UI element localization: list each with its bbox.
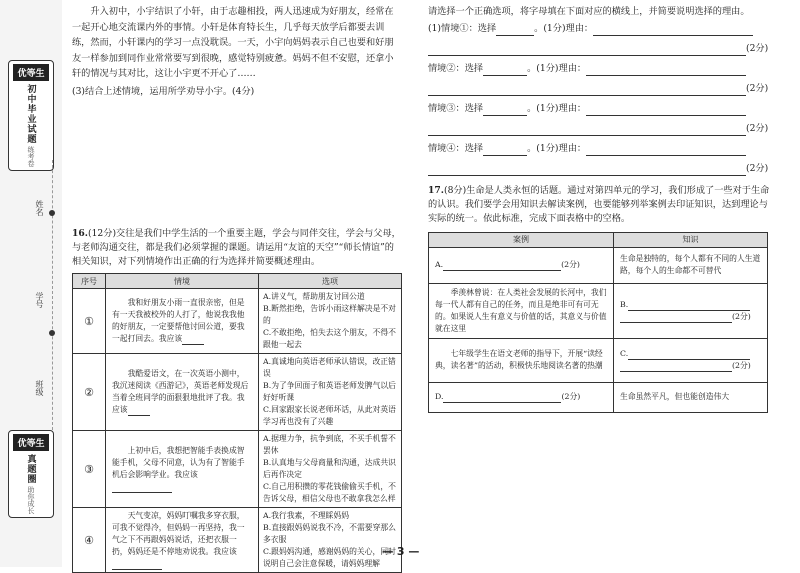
brand-series: 初中毕业试题 [25,84,36,144]
answer-blank[interactable] [128,415,150,416]
option-c: C.回家跟家长说老师坏话，从此对英语学习再也没有了兴趣 [263,405,396,426]
brand-logo-bottom [8,430,54,518]
reason-blank[interactable] [593,35,753,36]
brand-series: 真题圈 [25,454,36,484]
question-16-intro [72,227,402,269]
option-b: B.为了争回面子和英语老师发脾气以后好好听课 [263,381,396,402]
answer-line-2: 情境②：选择 。(1分)理由： [428,62,774,76]
row-index: ① [73,289,106,354]
table-header-row [429,232,768,247]
option-b: B.直接跟妈妈说我不冷，不需要穿那么多衣服 [263,523,396,544]
case-blank[interactable] [443,270,561,271]
table-row [429,247,768,283]
question-17-number: 17. [428,184,444,196]
table-row [73,289,402,354]
table-row [73,431,402,508]
col-header-knowledge: 知识 [614,232,768,247]
row-situation: 上初中后，我想把智能手表换成智能手机，父母不同意，认为有了智能手机后会影响学业。我应该 [106,431,259,508]
col-header-index: 序号 [73,274,106,289]
option-a: A.据理力争，抗争到底，不买手机誓不罢休 [263,434,396,455]
brand-mark: 优等生 [13,64,49,81]
brand-mark: 优等生 [13,434,49,451]
class-field-label: 班级 [35,380,44,396]
choice-blank[interactable] [496,35,534,36]
answer-continuation-1: (2分) [428,42,774,56]
option-a: A.真诚地向英语老师承认错误，改正错误 [263,357,396,378]
reason-blank[interactable] [586,75,746,76]
row-situation: 天气变凉，妈妈叮嘱我多穿衣服，可我不觉得冷，但妈妈一再坚持，我一气之下不再跟妈妈说话，还把衣服一扔，妈妈还是不停地劝说我。我应该 [106,508,259,573]
row-options [259,431,402,508]
question-3: (3)结合上述情境，运用所学劝导小宇。(4分) [72,85,255,97]
name-field-label: 姓名 [35,200,44,216]
reason-blank[interactable] [428,55,746,56]
answer-line-3: 情境③：选择 。(1分)理由： [428,102,774,116]
choice-blank[interactable] [483,115,527,116]
case-cell: D. (2分) [429,382,614,412]
answer-blank[interactable] [182,344,204,345]
brand-sub: 助你成长 [27,486,35,514]
answer-line-1: (1)情境①：选择 。(1分)理由： [428,22,774,36]
life-knowledge-table [428,232,768,413]
table-row [429,283,768,338]
option-b: B.断然拒绝，告诉小雨这样解决是不对的 [263,304,396,325]
reason-blank[interactable] [428,95,746,96]
reason-blank[interactable] [586,115,746,116]
right-column [428,0,774,413]
student-id-field-label: 学号 [35,292,44,308]
option-c: C.跟妈妈沟通，感谢妈妈的关心，同时说明自己会注意保暖，请妈妈理解 [263,547,396,568]
brand-sub: 练考卷 [27,146,35,167]
answer-blank[interactable] [112,492,172,493]
story-paragraph: 升入初中，小宇结识了小轩，由于志趣相投，两人迅速成为好朋友，经常在一起开心地交流课内外的事情。小轩是体育特长生，几乎每天放学后都要去训练，然而，小轩课内的学习一点没耽误。一天，小宇向妈妈表示自己也要和好朋友一样参加到同作业常常要写到很晚，感觉特别疲惫。妈妈不但不安慰，还拿小轩的情况与其对比，这让小宇更不开心了…… [72,6,394,79]
option-a: A.讲义气，帮助朋友讨回公道 [263,292,365,301]
col-header-options: 选项 [259,274,402,289]
answer-line-4: 情境④：选择 。(1分)理由： [428,142,774,156]
question-16-number: 16. [72,228,88,239]
reason-blank[interactable] [428,135,746,136]
question-17-text: (8分)生命是人类永恒的话题。通过对第四单元的学习，我们形成了一些对于生命的认识。我们要学会用知识去解读案例，也要能够列举案例去印证知识，达到理论与实际的统一。依此标准，完成下面表格中的空格。 [428,184,770,224]
answer-continuation-3: (2分) [428,122,774,136]
knowledge-blank[interactable] [628,310,750,311]
question-17-intro [428,184,774,226]
knowledge-cell: B. (2分) [614,283,768,338]
case-cell: 季羡林曾说：在人类社会发展的长河中，我们每一代人都有自己的任务，而且是绝非可有可无的。如果说人生有意义与价值的话，其意义与价值就在这里 [429,283,614,338]
binding-sidebar [0,0,62,567]
situation-table [72,273,402,573]
table-header-row [73,274,402,289]
answer-space [72,99,402,227]
row-situation: 我和好朋友小雨一直很亲密，但是有一天我被校外的人打了，他说我我他的好朋友，一定要帮他讨回公道，要我一起打回去。我应该 [106,289,259,354]
knowledge-cell: C. (2分) [614,338,768,382]
page-number: — 3 — [382,545,420,558]
knowledge-blank[interactable] [628,359,750,360]
question-16-text: (12分)交往是我们中学生活的一个重要主题，学会与同伴交往，学会与父母，与老师沟通交往，都是我们必须掌握的课题。请运用“友谊的天空”“师长情谊”的相关知识，对下列情境作出正确的行为选择并简要概述理由。 [72,228,401,267]
col-header-case: 案例 [429,232,614,247]
knowledge-cell: 生命虽然平凡，但也能创造伟大 [614,382,768,412]
answer-continuation-4: (2分) [428,162,774,176]
case-cell: 七年级学生在语文老师的指导下，开展“读经典，读名著”的活动，积极快乐地阅读名著的热潮 [429,338,614,382]
col-header-situation: 情境 [106,274,259,289]
row-index: ③ [73,431,106,508]
cut-line [52,160,54,430]
left-column [72,0,402,573]
row-options [259,354,402,431]
answer-blank[interactable] [112,569,162,570]
knowledge-blank[interactable] [620,322,732,323]
table-row [429,338,768,382]
choice-blank[interactable] [483,155,527,156]
binding-hole [49,210,55,216]
case-cell: A. (2分) [429,247,614,283]
table-row [429,382,768,412]
answer-continuation-2: (2分) [428,82,774,96]
row-options [259,508,402,573]
option-a: A.我行我素，不理睬妈妈 [263,511,350,520]
knowledge-cell: 生命是独特的，每个人都有不同的人生道路，每个人的生命都不可替代 [614,247,768,283]
answer-instructions: 请选择一个正确选项，将字母填在下面对应的横线上，并简要说明选择的理由。 [428,6,750,17]
knowledge-blank[interactable] [620,371,732,372]
option-c: C.自己用积攒的零花钱偷偷买手机，不告诉父母，相信父母也不敢拿我怎么样 [263,482,396,503]
option-c: C.不敢拒绝，怕失去这个朋友，不得不跟他一起去 [263,328,396,349]
reason-blank[interactable] [428,175,746,176]
row-situation: 我酷爱语文，在一次英语小测中，我沉迷阅读《西游记》，英语老师发现后当着全班同学的面狠狠地批评了我。我应该 [106,354,259,431]
reason-blank[interactable] [586,155,746,156]
table-row [73,508,402,573]
choice-blank[interactable] [483,75,527,76]
case-blank[interactable] [443,402,561,403]
option-b: B.认真地与父母商量和沟通，达成共识后再作决定 [263,458,396,479]
row-options [259,289,402,354]
table-row [73,354,402,431]
binding-hole [49,330,55,336]
row-index: ④ [73,508,106,573]
row-index: ② [73,354,106,431]
brand-logo-top [8,60,54,171]
